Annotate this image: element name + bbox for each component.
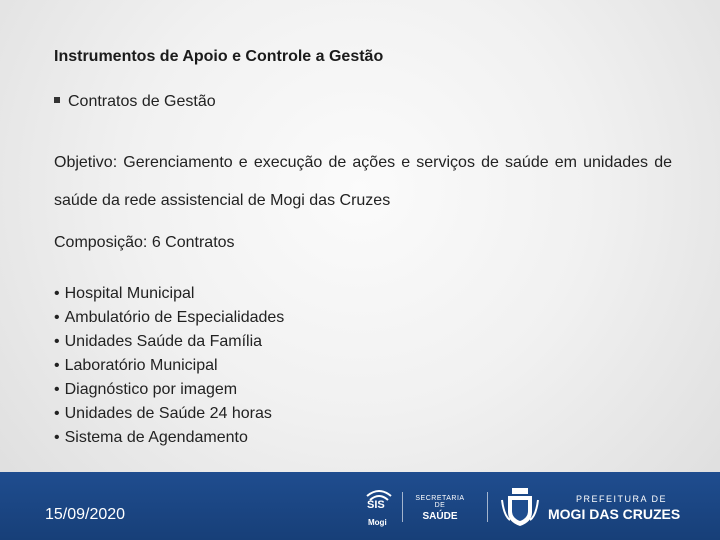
list-item-label: Unidades Saúde da Família bbox=[64, 333, 263, 350]
list-item bbox=[54, 426, 284, 450]
subsection-heading bbox=[54, 93, 216, 111]
footer-divider bbox=[487, 492, 488, 522]
footer-bar bbox=[0, 472, 720, 540]
footer-divider bbox=[402, 492, 403, 522]
bullet-icon: • bbox=[54, 405, 60, 422]
list-item-label: Unidades de Saúde 24 horas bbox=[64, 405, 272, 422]
bullet-icon: • bbox=[54, 429, 60, 446]
list-item bbox=[54, 378, 284, 402]
footer-date: 15/09/2020 bbox=[45, 506, 126, 523]
secretaria-line1: SECRETARIA DE bbox=[415, 495, 465, 509]
bullet-icon: • bbox=[54, 309, 60, 326]
list-item bbox=[54, 402, 284, 426]
list-item bbox=[54, 282, 284, 306]
secretaria-line2: SAÚDE bbox=[422, 511, 458, 522]
list-item bbox=[54, 330, 284, 354]
coat-of-arms-icon bbox=[500, 486, 540, 528]
list-item-label: Hospital Municipal bbox=[64, 285, 195, 302]
bullet-icon: • bbox=[54, 333, 60, 350]
secretaria-logo bbox=[410, 495, 470, 522]
sis-logo-name: SIS bbox=[367, 499, 385, 511]
list-item bbox=[54, 306, 284, 330]
prefeitura-logo bbox=[548, 494, 680, 522]
composition-line: Composição: 6 Contratos bbox=[54, 234, 235, 251]
prefeitura-line1: PREFEITURA DE bbox=[576, 494, 668, 504]
bullet-icon: • bbox=[54, 357, 60, 374]
sis-logo-sub: Mogi bbox=[368, 518, 387, 527]
subsection-label: Contratos de Gestão bbox=[68, 93, 216, 110]
list-item bbox=[54, 354, 284, 378]
list-item-label: Laboratório Municipal bbox=[64, 357, 218, 374]
bullet-icon: • bbox=[54, 381, 60, 398]
list-item-label: Ambulatório de Especialidades bbox=[64, 309, 285, 326]
list-item-label: Sistema de Agendamento bbox=[64, 429, 248, 446]
bullet-icon: • bbox=[54, 285, 60, 302]
square-bullet-icon bbox=[54, 97, 60, 103]
list-item-label: Diagnóstico por imagem bbox=[64, 381, 238, 398]
contracts-list bbox=[54, 282, 284, 450]
prefeitura-line2: MOGI DAS CRUZES bbox=[548, 506, 681, 522]
objective-paragraph: Objetivo: Gerenciamento e execução de ações e serviços de saúde em unidades de saúde da rede assistencial de Mogi das Cruzes bbox=[54, 154, 672, 209]
slide-title: Instrumentos de Apoio e Controle a Gestão bbox=[54, 48, 384, 65]
